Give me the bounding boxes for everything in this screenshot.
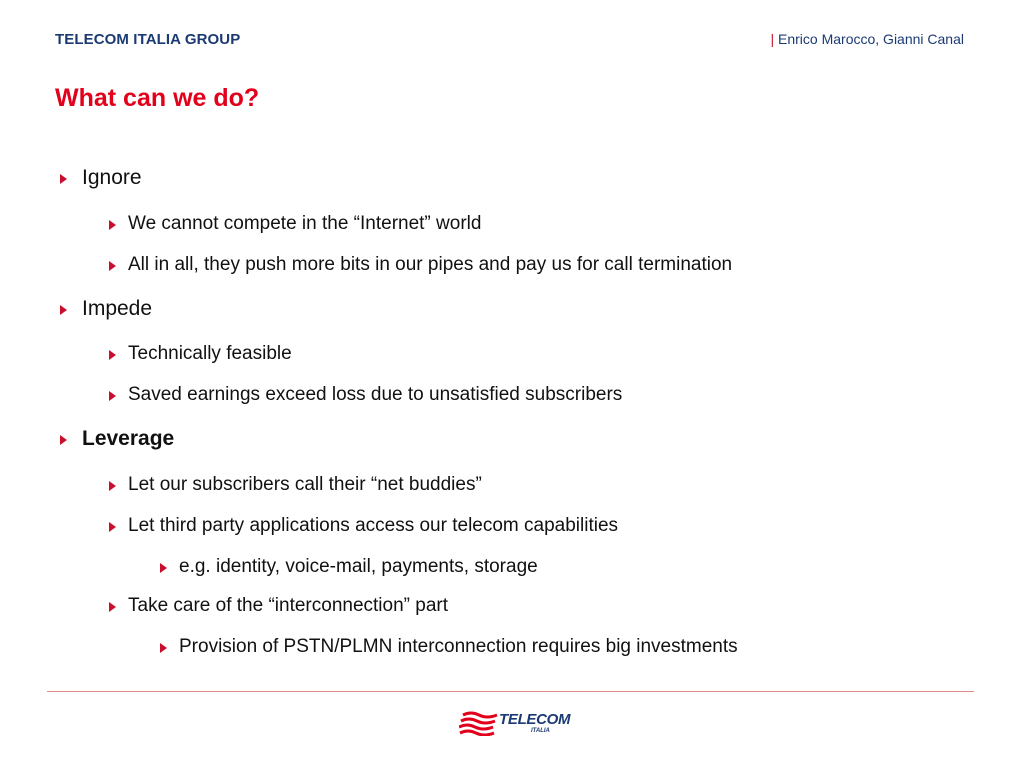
bullet-arrow-icon bbox=[160, 643, 167, 653]
bullet-item bbox=[109, 595, 448, 617]
bullet-text: Impede bbox=[82, 297, 153, 320]
bullet-arrow-icon bbox=[109, 261, 116, 271]
bullet-text: We cannot compete in the “Internet” world bbox=[128, 213, 482, 234]
bullet-arrow-icon bbox=[60, 435, 67, 445]
bullet-text: Leverage bbox=[82, 427, 175, 450]
bullet-item bbox=[60, 166, 142, 190]
bullet-item bbox=[60, 297, 152, 321]
bullet-arrow-icon bbox=[109, 602, 116, 612]
bullet-text: Technically feasible bbox=[128, 343, 292, 364]
footer-divider bbox=[47, 691, 974, 692]
bullet-arrow-icon bbox=[109, 522, 116, 532]
bullet-item bbox=[109, 254, 732, 276]
header-separator: | bbox=[770, 31, 775, 47]
bullet-text: All in all, they push more bits in our pipes and pay us for call termination bbox=[128, 254, 733, 275]
bullet-arrow-icon bbox=[160, 563, 167, 573]
bullet-item bbox=[160, 556, 538, 578]
bullet-item bbox=[109, 474, 482, 496]
bullet-text: Take care of the “interconnection” part bbox=[128, 595, 449, 616]
bullet-arrow-icon bbox=[60, 305, 67, 315]
bullet-item bbox=[60, 427, 174, 451]
bullet-item bbox=[109, 384, 622, 406]
bullet-arrow-icon bbox=[109, 220, 116, 230]
bullet-item bbox=[109, 213, 481, 235]
bullet-text: Saved earnings exceed loss due to unsatisfied subscribers bbox=[128, 384, 623, 405]
bullet-item bbox=[160, 636, 738, 658]
header-authors bbox=[770, 31, 964, 47]
logo-wordmark: TELECOM bbox=[499, 711, 571, 728]
logo-subtitle: ITALIA bbox=[531, 728, 550, 734]
bullet-arrow-icon bbox=[109, 350, 116, 360]
bullet-text: e.g. identity, voice-mail, payments, storage bbox=[179, 556, 538, 577]
bullet-text: Provision of PSTN/PLMN interconnection requires big investments bbox=[179, 636, 738, 657]
header-group-name: TELECOM ITALIA GROUP bbox=[55, 31, 241, 48]
bullet-item bbox=[109, 515, 618, 537]
bullet-text: Ignore bbox=[82, 166, 142, 189]
header-authors-text: Enrico Marocco, Gianni Canal bbox=[778, 31, 964, 47]
bullet-text: Let our subscribers call their “net buddies” bbox=[128, 474, 482, 495]
slide-title: What can we do? bbox=[55, 84, 260, 112]
bullet-arrow-icon bbox=[60, 174, 67, 184]
bullet-arrow-icon bbox=[109, 481, 116, 491]
bullet-item bbox=[109, 343, 292, 365]
telecom-italia-wave-icon bbox=[459, 710, 499, 736]
bullet-text: Let third party applications access our telecom capabilities bbox=[128, 515, 619, 536]
telecom-italia-logo bbox=[459, 710, 569, 738]
bullet-arrow-icon bbox=[109, 391, 116, 401]
